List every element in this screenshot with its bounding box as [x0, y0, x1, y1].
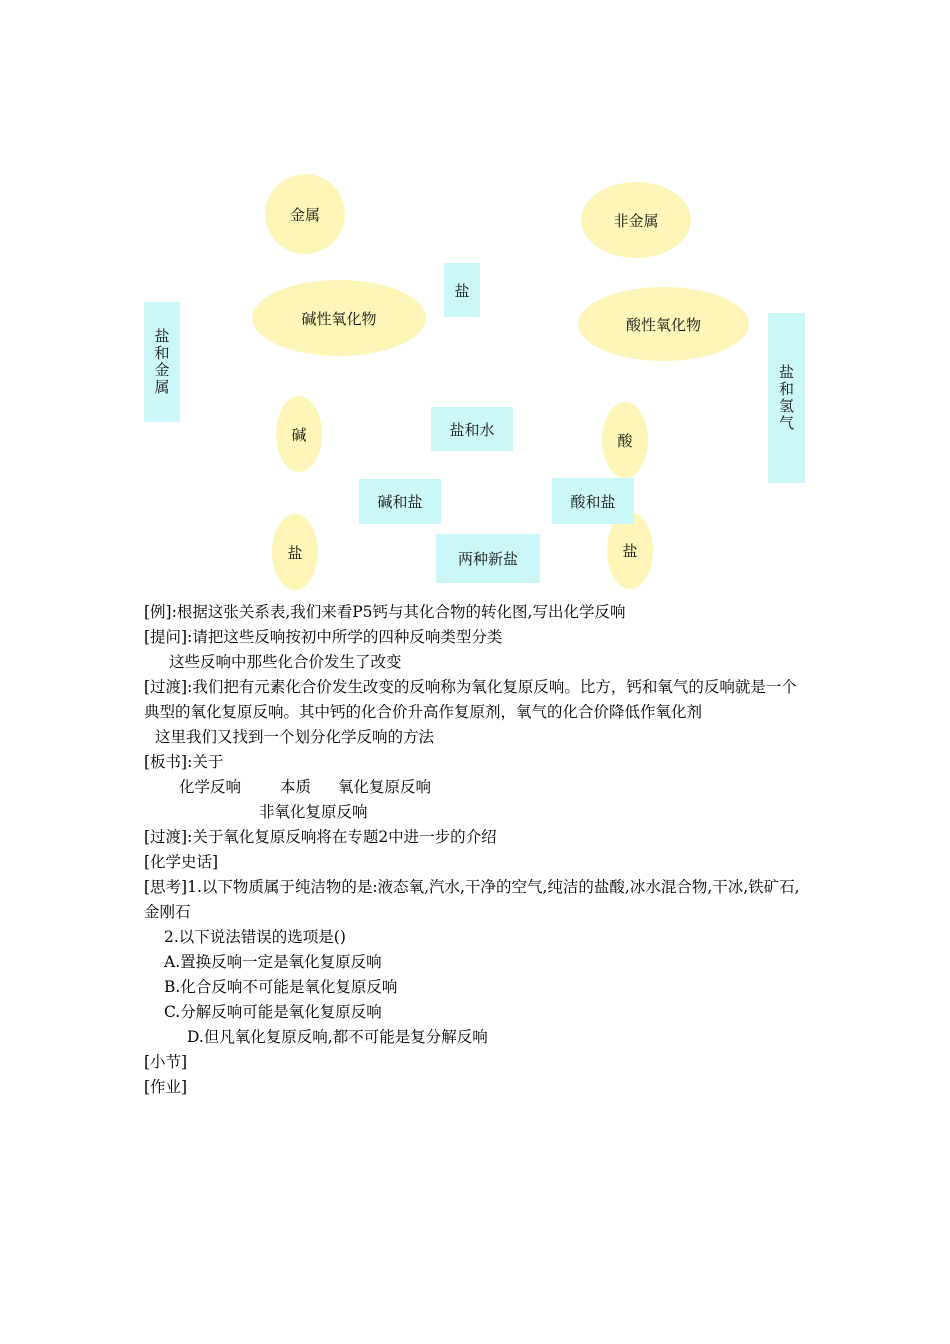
board-term-essence: 本质 — [280, 778, 312, 796]
node-salt-top: 盐 — [444, 263, 480, 317]
think-question-2: 2.以下说法错误的选项是() — [164, 928, 346, 946]
option-c: C.分解反响可能是氧化复原反响 — [164, 1003, 382, 1021]
node-acidic-oxide: 酸性氧化物 — [578, 287, 749, 361]
node-salt-left: 盐 — [272, 514, 318, 590]
transition-paragraph: [过渡]:我们把有元素化合价发生改变的反响称为氧化复原反响。比方，钙和氧气的反响就是一个典型的氧化复原反响。其中钙的化合价升高作复原剂，氧气的化合价降低作氧化剂 — [144, 678, 797, 721]
option-d: D.但凡氧化复原反响,都不可能是复分解反响 — [187, 1028, 488, 1046]
homework-heading: [作业] — [144, 1078, 188, 1096]
example-line: [例]:根据这张关系表,我们来看P5钙与其化合物的转化图,写出化学反响 — [144, 603, 626, 621]
think-question-1: [思考]1.以下物质属于纯洁物的是:液态氧,汽水,干净的空气,纯洁的盐酸,冰水混合物,干冰,铁矿石,金刚石 — [144, 878, 800, 921]
node-metal: 金属 — [265, 174, 345, 254]
node-basic-oxide: 碱性氧化物 — [252, 280, 426, 356]
option-a: A.置换反响一定是氧化复原反响 — [164, 953, 382, 971]
node-salt-and-water: 盐和水 — [431, 407, 513, 451]
transition-followup: 这里我们又找到一个划分化学反响的方法 — [155, 728, 435, 746]
node-salt-right: 盐 — [607, 512, 653, 589]
node-base-and-salt: 碱和盐 — [359, 479, 441, 524]
node-acid: 酸 — [602, 402, 648, 478]
question-line: [提问]:请把这些反响按初中所学的四种反响类型分类 — [144, 628, 503, 646]
lesson-text — [144, 600, 812, 1100]
node-acid-and-salt: 酸和盐 — [552, 478, 634, 524]
board-row-1 — [144, 775, 812, 800]
option-b: B.化合反响不可能是氧化复原反响 — [164, 978, 398, 996]
history-heading: [化学史话] — [144, 853, 219, 871]
transition-2: [过渡]:关于氧化复原反响将在专题2中进一步的介绍 — [144, 828, 497, 846]
board-term-reaction: 化学反响 — [179, 778, 242, 796]
node-two-new-salts: 两种新盐 — [436, 534, 540, 583]
node-nonmetal: 非金属 — [581, 182, 691, 258]
summary-heading: [小节] — [144, 1053, 188, 1071]
node-salt-and-hydrogen: 盐和氢气 — [768, 313, 805, 483]
board-heading: [板书]:关于 — [144, 753, 224, 771]
node-base: 碱 — [276, 396, 322, 472]
question-followup: 这些反响中那些化合价发生了改变 — [169, 653, 402, 671]
board-term-redox: 氧化复原反响 — [338, 778, 432, 796]
node-salt-and-metal: 盐和金属 — [144, 302, 180, 422]
board-row-2: 非氧化复原反响 — [259, 803, 368, 821]
